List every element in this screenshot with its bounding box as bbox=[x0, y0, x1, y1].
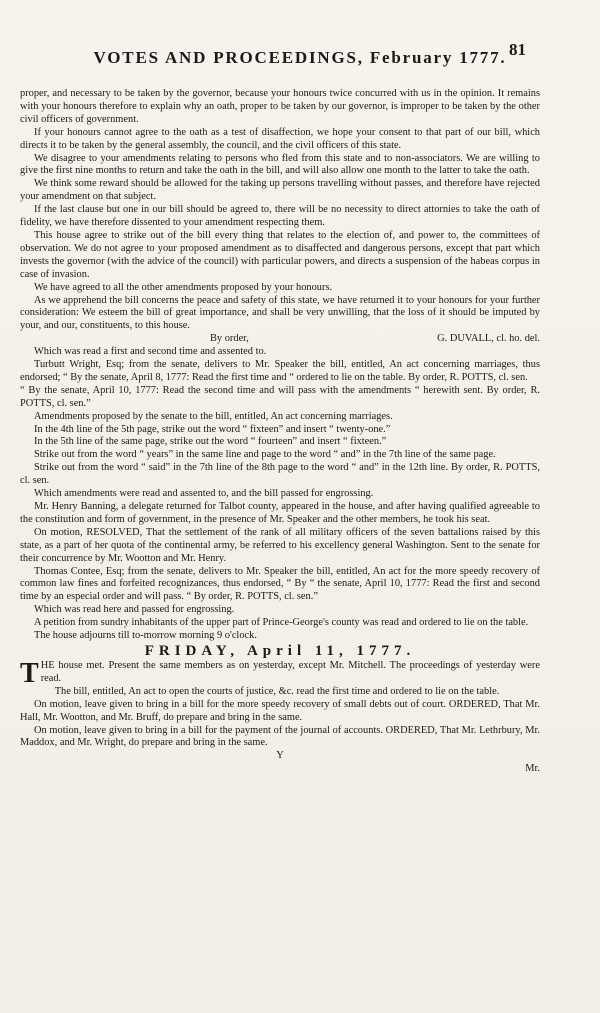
paragraph: “ By the senate, April 10, 1777: Read the second time and will pass with the amendments “ herewith sent. By order, R. POTTS, cl. sen.” bbox=[20, 384, 540, 409]
paragraph: Mr. Henry Banning, a delegate returned for Talbot county, appeared in the house, and after having qualified agreeable to the constitution and form of government, in the presence of Mr. Speaker and the other members, he took his seat. bbox=[20, 501, 540, 525]
signature-block bbox=[20, 333, 540, 346]
by-order-label: By order, bbox=[210, 333, 249, 345]
paragraph: The house adjourns till to-morrow morning 9 o'clock. bbox=[34, 630, 257, 642]
signature-mark: Y bbox=[276, 750, 284, 762]
paragraph: On motion, RESOLVED, That the settlement of the rank of all military officers of the seven battalions raised by this state, as a part of her quota of the continental army, be referred to his excellency general Washington. Sent to the senate for their concurrence by Mr. Wootton and Mr. Henry. bbox=[20, 526, 540, 564]
paragraph: Which amendments were read and assented to, and the bill passed for engrossing. bbox=[34, 488, 374, 500]
paragraph: In the 4th line of the 5th page, strike out the word “ fixteen” and insert “ twenty-one.” bbox=[34, 423, 391, 435]
paragraph: Amendments proposed by the senate to the bill, entitled, An act concerning marriages. bbox=[34, 410, 393, 422]
paragraph: The bill, entitled, An act to open the courts of justice, &c. read the first time and ordered to lie on the table. bbox=[54, 685, 500, 697]
friday-first-text: HE house met. Present the same members as on yesterday, except Mr. Mitchell. The proceedings of yesterday were read. bbox=[40, 659, 540, 684]
paragraph: On motion, leave given to bring in a bill for the more speedy recovery of small debts out of court. ORDERED, That Mr. Hall, Mr. Wootton, and Mr. Bruff, do prepare and bring in the same. bbox=[20, 698, 540, 723]
paragraph: We think some reward should be allowed for the taking up persons travelling without passes, and therefore have rejected your amendment on that subject. bbox=[20, 178, 540, 203]
paragraph: Strike out from the word “ said” in the 7th line of the 8th page to the word “ and” in the 12th line. By order, R. POTTS, cl. sen. bbox=[20, 462, 540, 487]
paragraph: If your honours cannot agree to the oath as a test of disaffection, we hope your consent to that part of our bill, which directs it to be taken by the general assembly, the council, and the civil officers of this state. bbox=[20, 126, 540, 151]
paragraph: As we apprehend the bill concerns the peace and safety of this state, we have returned it to your honours for your further consideration: We esteem the bill of great importance, and shall be very unwilling, that the loss of it should be imputed by your, and our, constituents, to this house. bbox=[20, 294, 540, 332]
paragraph: Which was read here and passed for engrossing. bbox=[34, 604, 235, 616]
page-number: 81 bbox=[509, 40, 526, 59]
paragraph: In the 5th line of the same page, strike out the word “ fourteen” and insert “ fixteen.” bbox=[34, 436, 387, 448]
paragraph: Thomas Contee, Esq; from the senate, delivers to Mr. Speaker the bill, entitled, An act for the more speedy recovery of common law fines and forfeited recognizances, thus endorsed, “ By “ the senate, April 10, 1777: Read the first and second time by an especial order and will pass. “ By order, R. POTTS, cl. sen.” bbox=[20, 565, 540, 603]
body-text bbox=[20, 88, 540, 776]
paragraph: proper, and necessary to be taken by the governor, because your honours twice concurred with us in the opinion. It remains with your honours therefore to explain why an oath, proper to be taken by our governor, is improper to be taken by the other civil officers of government. bbox=[20, 88, 540, 125]
paragraph: We have agreed to all the other amendments proposed by your honours. bbox=[34, 281, 333, 293]
paragraph: If the last clause but one in our bill should be agreed to, there will be no necessity to direct attornies to take the oath of fidelity, we have therefore dissented to your amendment respecting them. bbox=[20, 204, 540, 229]
paragraph: Turbutt Wright, Esq; from the senate, delivers to Mr. Speaker the bill, entitled, An act concerning marriages, thus endorsed; “ By the senate, April 8, 1777: Read the first time and “ ordered to lie on the table. By order, R. POTTS, cl. sen. bbox=[20, 359, 540, 383]
paragraph: This house agree to strike out of the bill every thing that relates to the election of, and power to, the committees of observation. We do not agree to your proposed amendment as to disaffected and dangerous persons, except that part which invests the governor (with the advice of the council) with particular powers, and directs a suspension of the habeas corpus in case of invasion. bbox=[20, 229, 540, 280]
paragraph: On motion, leave given to bring in a bill for the payment of the journal of accounts. ORDERED, That Mr. Lethrbury, Mr. Maddox, and Mr. Wright, do prepare and bring in the same. bbox=[20, 724, 540, 749]
paragraph: Strike out from the word “ years” in the same line and page to the word “ and” in the 7th line of the same page. bbox=[34, 449, 496, 461]
catchword: Mr. bbox=[525, 763, 540, 775]
signatory-name: G. DUVALL, cl. ho. del. bbox=[437, 333, 540, 345]
running-title: VOTES AND PROCEEDINGS, February 1777. bbox=[93, 48, 507, 67]
page-header bbox=[0, 40, 600, 76]
paragraph: A petition from sundry inhabitants of the upper part of Prince-George's county was read and ordered to lie on the table. bbox=[34, 617, 529, 629]
friday-first-paragraph bbox=[20, 657, 540, 689]
paragraph: Which was read a first and second time and assented to. bbox=[34, 346, 267, 358]
day-heading: FRIDAY, April 11, 1777. bbox=[144, 642, 416, 659]
paragraph: We disagree to your amendments relating to persons who fled from this state and to non-associators. We are willing to give the first nine months to return and take the oath in the bill, and will also allow one month to the latter to take the oath. bbox=[20, 152, 540, 177]
drop-cap: T bbox=[20, 657, 39, 689]
